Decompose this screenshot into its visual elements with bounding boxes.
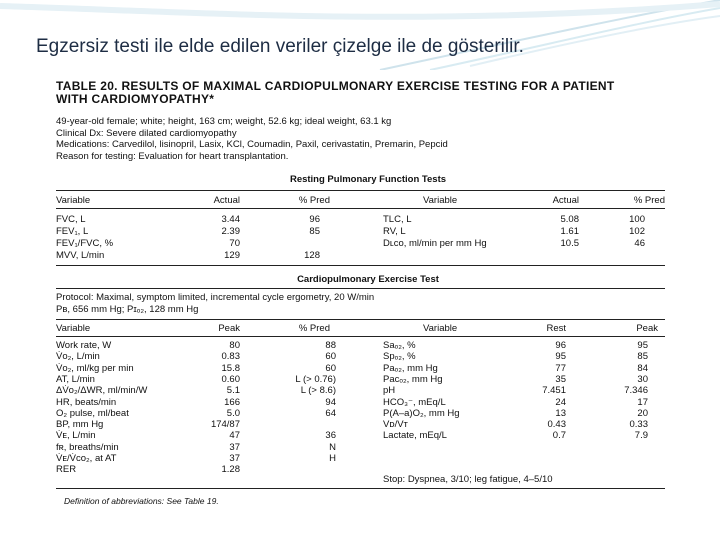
table-cell: 60 [325, 351, 336, 363]
table-cell: HCO₃⁻, mEq/L [383, 396, 446, 408]
divider [56, 190, 665, 191]
column-header: Variable [56, 195, 91, 206]
table-cell: 5.08 [560, 214, 579, 225]
table-cell: RV, L [383, 226, 406, 237]
table-cell: 80 [229, 340, 240, 351]
table-cell: 13 [555, 407, 566, 419]
exercise-section-heading: Cardiopulmonary Exercise Test [297, 274, 439, 285]
table-cell: 60 [325, 362, 336, 374]
table-cell: 96 [555, 340, 566, 351]
table-cell: 7.451 [542, 385, 566, 397]
table-cell: Paᴄₒ₂, mm Hg [383, 373, 443, 385]
table-cell: V̇o₂, L/min [56, 351, 100, 363]
divider [56, 288, 665, 289]
table-cell: 47 [229, 430, 240, 442]
table-document [48, 74, 688, 514]
table-cell: 0.43 [547, 419, 566, 431]
column-header: Variable [56, 323, 91, 334]
table-cell: 1.28 [221, 464, 240, 476]
table-cell: Saₒ₂, % [383, 340, 416, 351]
table-cell: Paₒ₂, mm Hg [383, 362, 438, 374]
table-cell: 100 [629, 214, 645, 225]
table-cell: V̇ᴇ, L/min [56, 430, 96, 442]
divider [56, 488, 665, 489]
divider [56, 336, 665, 337]
table-cell: 37 [229, 453, 240, 464]
table-cell: FVC, L [56, 214, 86, 225]
table-cell: 102 [629, 226, 645, 237]
table-cell: L (> 0.76) [295, 373, 336, 385]
column-header: Peak [218, 323, 240, 334]
table-cell: P(A–a)O₂, mm Hg [383, 407, 460, 419]
table-cell: MVV, L/min [56, 250, 105, 261]
divider [56, 319, 665, 320]
table-cell: 37 [229, 441, 240, 453]
divider [56, 265, 665, 266]
table-cell: 10.5 [560, 238, 579, 249]
table-cell: O₂ pulse, ml/beat [56, 407, 129, 419]
table-cell: 20 [637, 407, 648, 419]
pressures-text: Pʙ, 656 mm Hg; Pɪₒ₂, 128 mm Hg [56, 304, 199, 315]
table-cell: 95 [555, 351, 566, 363]
table-cell: 64 [325, 407, 336, 419]
table-cell: 128 [304, 250, 320, 261]
table-cell: 24 [555, 396, 566, 408]
column-header: % Pred [298, 323, 330, 334]
table-cell: 77 [555, 362, 566, 374]
table-cell: 3.44 [221, 214, 240, 225]
table-title-line2: WITH CARDIOMYOPATHY* [56, 92, 215, 106]
table-title [56, 80, 616, 106]
patient-demographics: 49-year-old female; white; height, 163 cm; weight, 52.6 kg; ideal weight, 63.1 kg [56, 116, 392, 127]
table-cell: 7.346 [624, 385, 648, 397]
table-cell: 84 [637, 362, 648, 374]
table-cell: 96 [309, 214, 320, 225]
divider [56, 208, 665, 209]
protocol-text: Protocol: Maximal, symptom limited, incremental cycle ergometry, 20 W/min [56, 292, 375, 303]
table-cell: FEV₁/FVC, % [56, 238, 114, 249]
table-cell: 166 [224, 396, 240, 408]
table-cell: 85 [309, 226, 320, 237]
table-cell: AT, L/min [56, 373, 95, 385]
table-cell: H [329, 453, 336, 464]
table-cell: 30 [637, 373, 648, 385]
table-cell: 0.33 [629, 419, 648, 431]
table-cell: Work rate, W [56, 340, 112, 351]
column-header: Variable [423, 323, 458, 334]
table-cell: TLC, L [383, 214, 412, 225]
table-cell: 70 [229, 238, 240, 249]
table-cell: 5.0 [226, 407, 240, 419]
table-cell: Dʟco, ml/min per mm Hg [383, 238, 487, 249]
table-cell: 0.83 [221, 351, 240, 363]
medications: Medications: Carvedilol, lisinopril, Lasix, KCl, Coumadin, Paxil, cerivastatin, Premarin, Pepcid [56, 139, 448, 150]
column-header: Actual [552, 195, 579, 206]
column-header: Variable [423, 195, 458, 206]
stop-reason: Stop: Dyspnea, 3/10; leg fatigue, 4–5/10 [383, 474, 553, 485]
table-cell: 88 [325, 340, 336, 351]
table-cell: Spₒ₂, % [383, 351, 416, 363]
column-header: Peak [636, 323, 658, 334]
column-header: % Pred [633, 195, 665, 206]
table-cell: 17 [637, 396, 648, 408]
table-cell: 0.7 [552, 430, 566, 442]
table-cell: 36 [325, 430, 336, 442]
table-cell: HR, beats/min [56, 396, 117, 408]
table-cell: 2.39 [221, 226, 240, 237]
decorative-swoosh [0, 0, 720, 70]
table-cell: ΔV̇o₂/ΔWR, ml/min/W [56, 385, 148, 397]
column-header: % Pred [298, 195, 330, 206]
table-cell: 0.60 [221, 373, 240, 385]
table-cell: FEV₁, L [56, 226, 89, 237]
table-cell: V̇o₂, ml/kg per min [56, 362, 134, 374]
table-cell: 174/87 [210, 419, 240, 431]
resting-section-heading: Resting Pulmonary Function Tests [289, 174, 447, 185]
table-cell: Lactate, mEq/L [383, 430, 447, 442]
column-header: Actual [213, 195, 240, 206]
table-cell: 95 [637, 340, 648, 351]
table-cell: 94 [325, 396, 336, 408]
table-cell: N [329, 441, 336, 453]
table-cell: 46 [634, 238, 645, 249]
table-cell: fʀ, breaths/min [56, 441, 119, 453]
table-cell: 35 [555, 373, 566, 385]
footnote: Definition of abbreviations: See Table 19. [64, 496, 219, 506]
table-title-line1: TABLE 20. RESULTS OF MAXIMAL CARDIOPULMONARY EXERCISE TESTING FOR A PATIENT [56, 79, 615, 93]
slide-title: Egzersiz testi ile elde edilen veriler çizelge ile de gösterilir. [36, 36, 524, 57]
table-cell: 5.1 [226, 385, 240, 397]
table-cell: 15.8 [221, 362, 240, 374]
column-header: Rest [546, 323, 566, 334]
table-cell: L (> 8.6) [300, 385, 336, 397]
table-cell: Vᴅ/Vᴛ [383, 419, 408, 431]
table-cell: 7.9 [634, 430, 648, 442]
reason-for-testing: Reason for testing: Evaluation for heart transplantation. [56, 150, 289, 162]
table-cell: 1.61 [560, 226, 579, 237]
table-cell: V̇ᴇ/V̇co₂, at AT [56, 453, 117, 464]
patient-info [56, 116, 448, 162]
table-cell: pH [383, 385, 396, 397]
clinical-diagnosis: Clinical Dx: Severe dilated cardiomyopathy [56, 127, 237, 139]
table-cell: 85 [637, 351, 648, 363]
table-cell: 129 [224, 250, 240, 261]
table-cell: RER [56, 464, 77, 476]
table-cell: BP, mm Hg [56, 419, 104, 431]
